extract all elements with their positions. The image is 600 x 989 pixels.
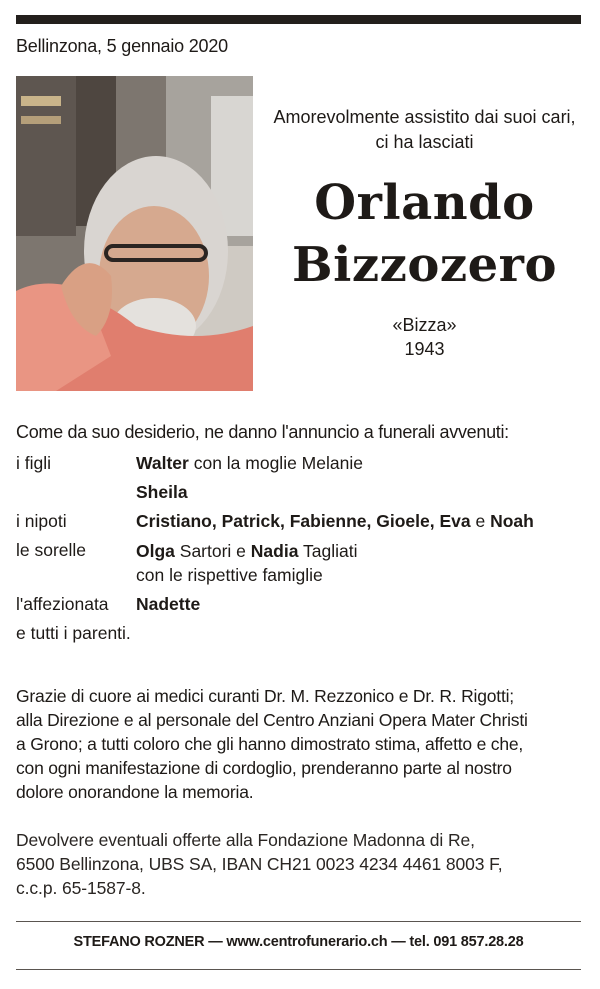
intro-text [262,105,587,155]
place-date: Bellinzona, 5 gennaio 2020 [16,36,228,56]
separator: , [279,511,290,531]
birth-year: 1943 [404,339,445,359]
nickname-block [262,313,587,361]
deceased-name [262,172,587,296]
family-member: Olga [136,541,175,561]
family-text: con la moglie Melanie [188,453,363,473]
family-value [136,507,584,536]
donation-line: c.c.p. 65-1587-8. [16,878,146,898]
family-text: Tagliati [298,541,358,561]
family-member: Gioele [376,511,430,531]
intro-line: ci ha lasciati [375,132,474,152]
nickname: «Bizza» [392,315,457,335]
family-member: Nadia [250,541,299,561]
donation-line: Devolvere eventuali offerte alla Fondazione Madonna di Re, [16,830,475,850]
separator: , [211,511,222,531]
footer-contact: STEFANO ROZNER — www.centrofunerario.ch — tel. 091 857.28.28 [73,934,524,950]
footer-rule-top [16,921,581,922]
family-member: Walter [136,453,189,473]
family-member: Eva [439,511,471,531]
family-label: i figli [16,453,52,473]
thanks-line: Grazie di cuore ai medici curanti Dr. M. Rezzonico e Dr. R. Rigotti; [16,686,514,706]
relatives-line: e tutti i parenti. [16,623,131,643]
family-label: le sorelle [16,540,87,560]
first-name: Orlando [314,175,535,231]
thanks-line: a Grono; a tutti coloro che gli hanno dimostrato stima, affetto e che, [16,734,524,754]
donation-paragraph [16,828,586,900]
separator: , [366,511,377,531]
family-value [136,536,584,590]
last-name: Bizzozero [292,237,557,293]
family-value [136,478,584,507]
family-row-figli [16,449,584,478]
family-line: con le rispettive famiglie [136,565,323,585]
conjunction: e [470,511,491,531]
family-label-empty [16,478,136,507]
family-row-sorelle [16,536,584,590]
separator: , [429,511,440,531]
portrait-photo [16,76,253,391]
family-text: Sartori e [174,541,251,561]
family-label: l'affezionata [16,594,109,614]
family-member: Fabienne [289,511,367,531]
donation-line: 6500 Bellinzona, UBS SA, IBAN CH21 0023 4234 4461 8003 F, [16,854,503,874]
family-line [136,541,357,561]
family-row-figli-2 [16,478,584,507]
family-row-nipoti [16,507,584,536]
family-member: Patrick [221,511,280,531]
thanks-paragraph [16,684,586,804]
family-list [16,449,584,648]
family-value [136,590,584,619]
top-rule [16,15,581,24]
family-row-affezionata [16,590,584,619]
thanks-line: dolore onorandone la memoria. [16,782,254,802]
announcement: Come da suo desiderio, ne danno l'annuncio a funerali avvenuti: [16,422,509,442]
family-member: Sheila [136,482,188,502]
footer-rule-bottom [16,969,581,970]
intro-line: Amorevolmente assistito dai suoi cari, [273,107,576,127]
family-member: Cristiano [136,511,212,531]
thanks-line: con ogni manifestazione di cordoglio, prenderanno parte al nostro [16,758,512,778]
family-member: Nadette [136,594,201,614]
family-value [136,449,584,478]
portrait-illustration [16,76,253,391]
thanks-line: alla Direzione e al personale del Centro Anziani Opera Mater Christi [16,710,528,730]
family-member: Noah [490,511,534,531]
family-label: i nipoti [16,511,67,531]
